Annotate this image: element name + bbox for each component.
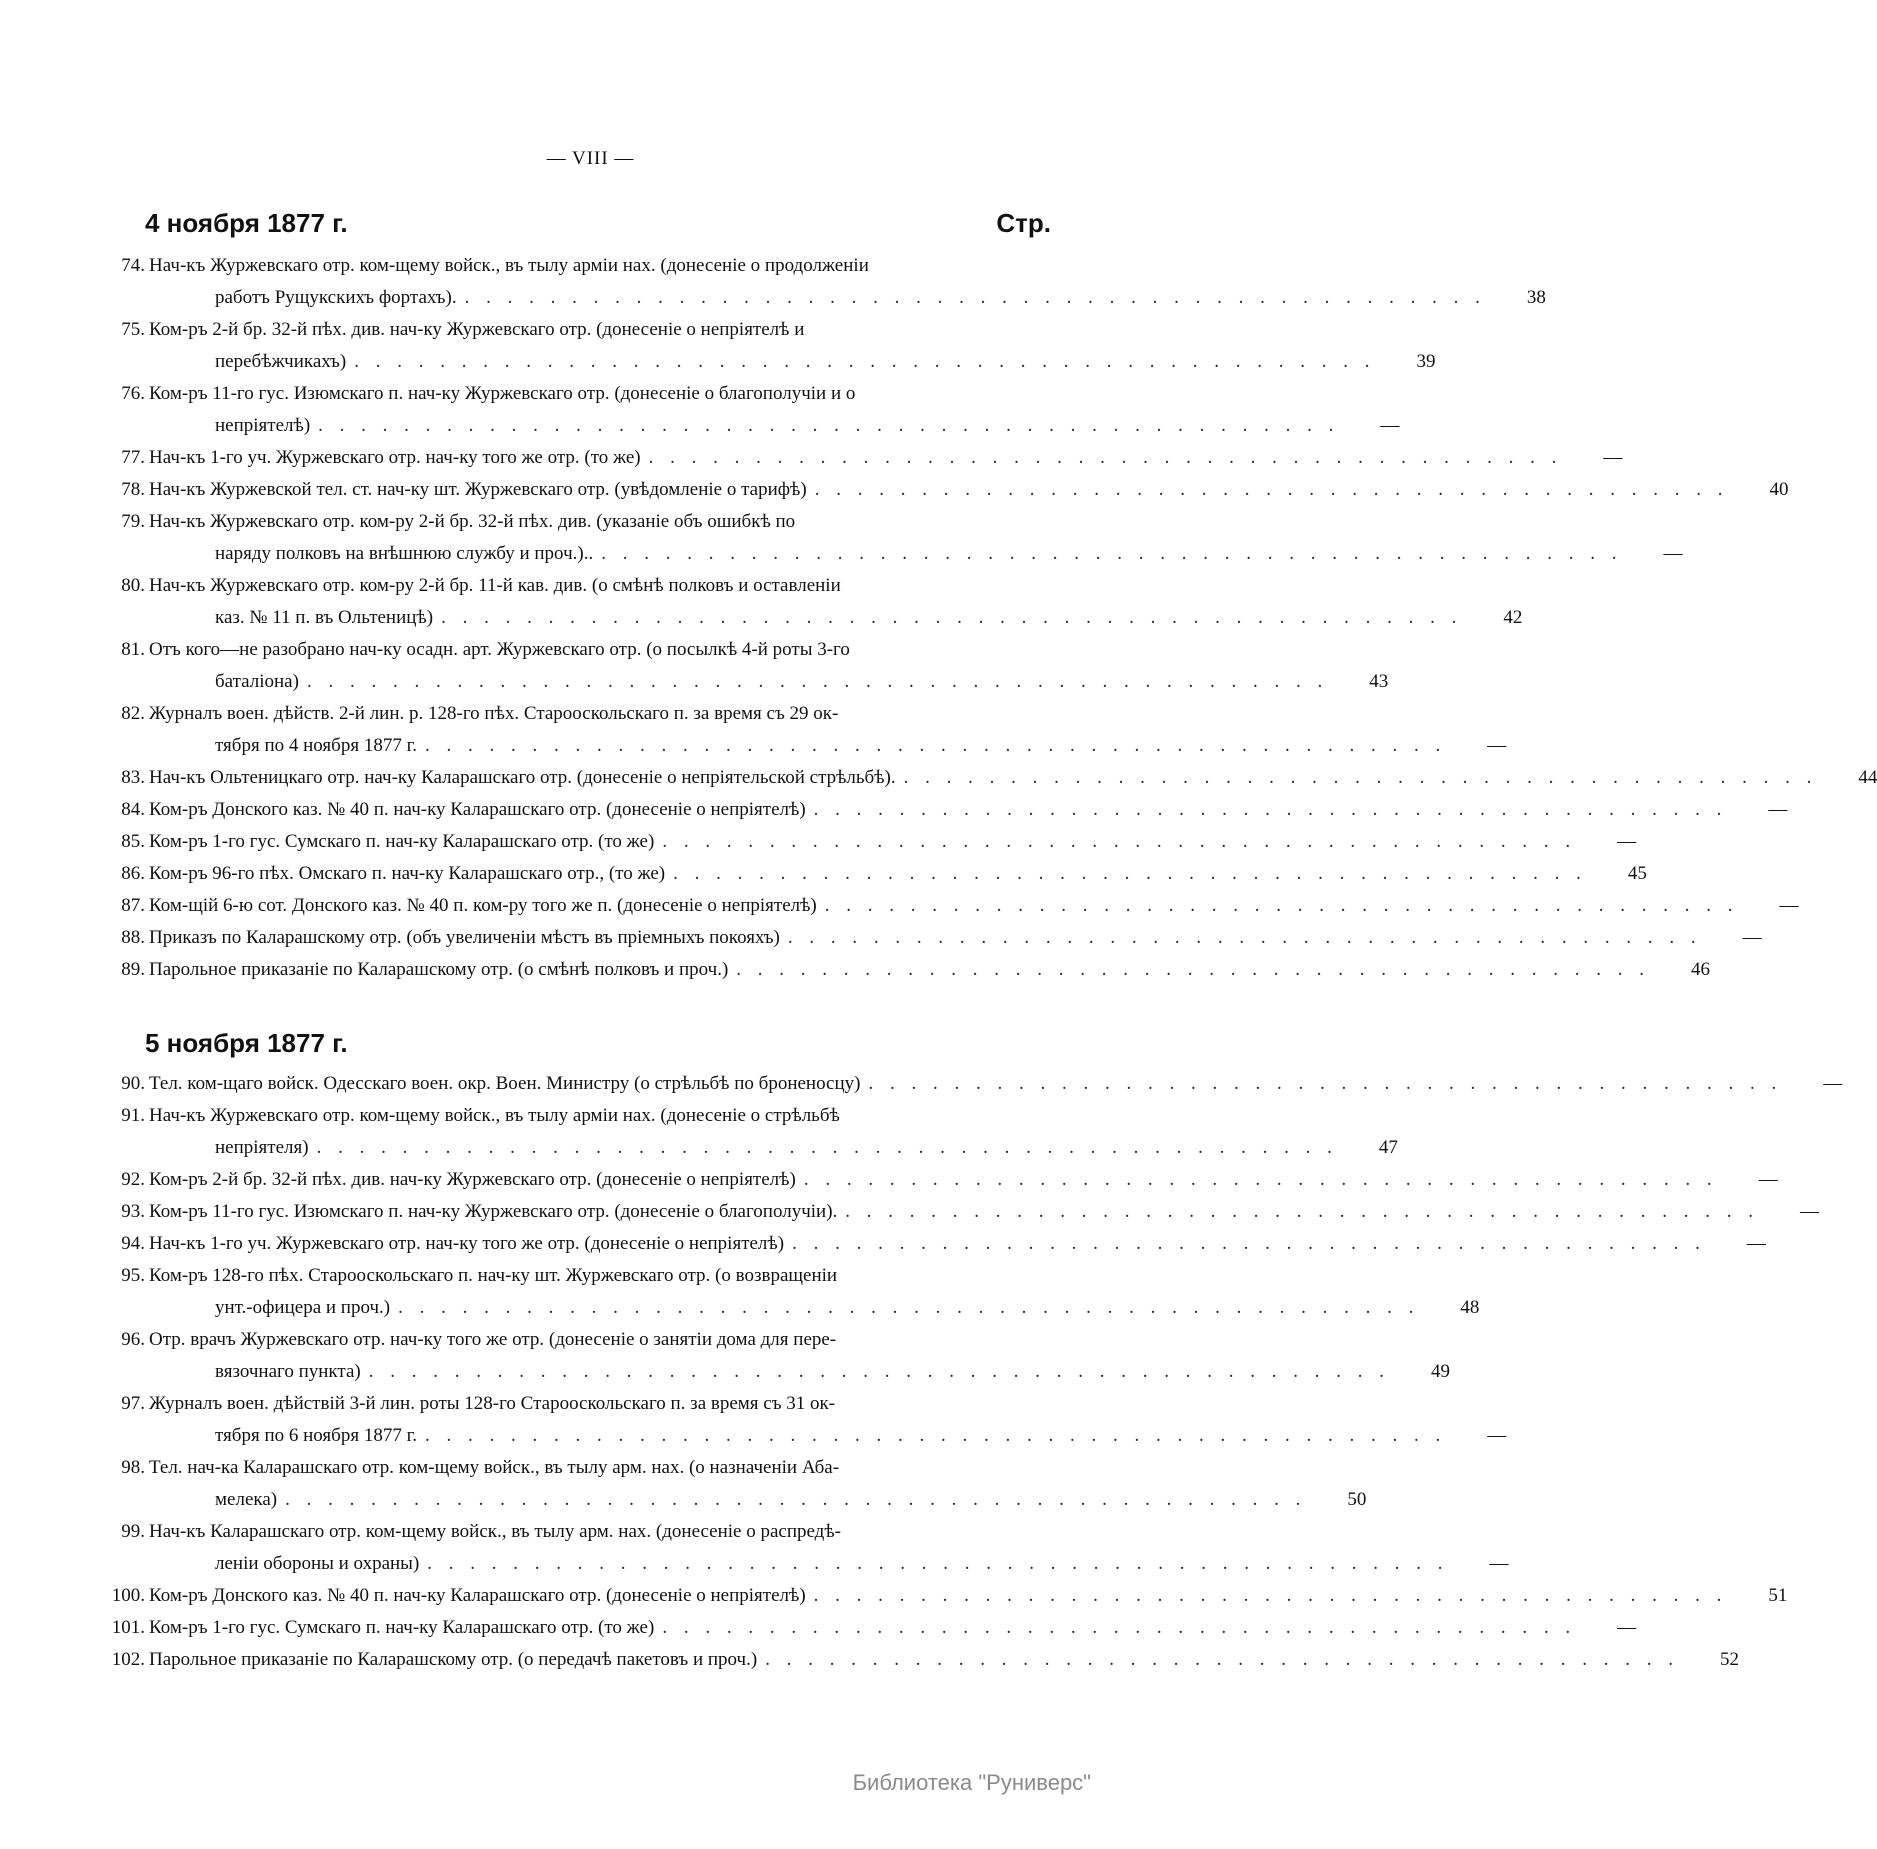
entry-page: — — [1823, 1073, 1843, 1094]
entry-text: Ком-ръ 128-го пѣх. Старооскольскаго п. нач-ку шт. Журжевскаго отр. (о возвращеніи — [149, 1265, 838, 1286]
page-column-label: Стр. — [996, 208, 1051, 238]
entry-first-line — [105, 634, 1083, 666]
entry-number: 100. — [111, 1585, 145, 1606]
toc-entry — [105, 1580, 1788, 1612]
entry-first-line — [105, 1196, 1820, 1228]
entry-page: — — [1617, 1617, 1637, 1638]
entry-text: Парольное приказаніе по Каларашскому отр. (о смѣнѣ полковъ и проч.) — [149, 959, 729, 980]
entry-first-line — [105, 794, 1788, 826]
toc-entry — [105, 1612, 1637, 1644]
entry-page: — — [1603, 447, 1623, 468]
leader-dots: . . . . . . . . . . . . . . . . . . . . . . . . . . . . . . . . . . . . . . . . . . . . . . . . — [601, 543, 1623, 564]
entry-page: 50 — [1347, 1489, 1367, 1510]
leader-dots: . . . . . . . . . . . . . . . . . . . . . . . . . . . . . . . . . . . . . . . . . . . . . . . . — [285, 1489, 1307, 1510]
entry-page: 38 — [1526, 287, 1546, 308]
toc-entry — [105, 1196, 1820, 1228]
entry-text: Нач-къ Журжевскаго отр. ком-ру 2-й бр. 11-й кав. див. (о смѣнѣ полковъ и оставленіи — [149, 575, 841, 596]
entry-continuation — [105, 1132, 1398, 1164]
entry-list — [105, 250, 1877, 986]
entry-number: 87. — [121, 895, 145, 916]
entry-continuation — [105, 282, 1546, 314]
entry-page: — — [1663, 543, 1683, 564]
entry-text: Отр. врачъ Журжевскаго отр. нач-ку того же отр. (донесеніе о занятіи дома для пере- — [149, 1329, 837, 1350]
leader-dots: . . . . . . . . . . . . . . . . . . . . . . . . . . . . . . . . . . . . . . . . . . . . . . . . — [318, 415, 1340, 436]
leader-dots: . . . . . . . . . . . . . . . . . . . . . . . . . . . . . . . . . . . . . . . . . . . — [813, 799, 1728, 820]
entry-number: 96. — [121, 1329, 145, 1350]
toc-entry — [105, 762, 1877, 794]
leader-dots: . . . . . . . . . . . . . . . . . . . . . . . . . . . . . . . . . . . . . . . . . . . — [845, 1201, 1760, 1222]
entry-text-cont: леніи обороны и охраны) — [215, 1553, 420, 1574]
section-title: 4 ноября 1877 г. — [145, 208, 348, 238]
entry-number: 85. — [121, 831, 145, 852]
entry-first-line — [105, 1612, 1637, 1644]
entry-text-cont: наряду полковъ на внѣшнюю службу и проч.).. — [215, 543, 594, 564]
entry-continuation — [105, 1484, 1367, 1516]
entry-first-line — [105, 1164, 1778, 1196]
leader-dots: . . . . . . . . . . . . . . . . . . . . . . . . . . . . . . . . . . . . . . . . . . . — [868, 1073, 1783, 1094]
entry-first-line — [105, 1100, 1083, 1132]
entry-text-cont: мелека) — [215, 1489, 278, 1510]
entry-page: — — [1487, 1425, 1507, 1446]
entry-first-line — [105, 1452, 1083, 1484]
entry-list — [105, 1068, 1843, 1676]
toc-entry — [105, 1388, 1507, 1452]
entry-text: Нач-къ 1-го уч. Журжевскаго отр. нач-ку того же отр. (то же) — [149, 447, 641, 468]
entry-page: 39 — [1416, 351, 1436, 372]
leader-dots: . . . . . . . . . . . . . . . . . . . . . . . . . . . . . . . . . . . . . . . . . . . — [814, 479, 1729, 500]
toc-entry — [105, 474, 1789, 506]
entry-text: Нач-къ Журжевскаго отр. ком-щему войск., въ тылу арміи нах. (донесеніе о продолженіи — [149, 255, 869, 276]
entry-text-cont: перебѣжчикахъ) — [215, 351, 347, 372]
entry-text: Журналъ воен. дѣйств. 2-й лин. р. 128-го пѣх. Старооскольскаго п. за время съ 29 ок- — [149, 703, 839, 724]
leader-dots: . . . . . . . . . . . . . . . . . . . . . . . . . . . . . . . . . . . . . . . . . . . — [792, 1233, 1706, 1254]
entry-text-cont: тября по 4 ноября 1877 г. — [215, 735, 417, 756]
leader-dots: . . . . . . . . . . . . . . . . . . . . . . . . . . . . . . . . . . . . . . . . . . . . . . . . — [464, 287, 1486, 308]
entry-number: 88. — [121, 927, 145, 948]
entry-page: — — [1800, 1201, 1820, 1222]
leader-dots: . . . . . . . . . . . . . . . . . . . . . . . . . . . . . . . . . . . . . . . . . . . — [662, 831, 1577, 852]
toc-entry — [105, 442, 1623, 474]
entry-number: 82. — [121, 703, 145, 724]
leader-dots: . . . . . . . . . . . . . . . . . . . . . . . . . . . . . . . . . . . . . . . . . . . — [803, 1169, 1718, 1190]
entry-continuation — [105, 602, 1523, 634]
entry-first-line — [105, 1516, 1083, 1548]
toc-entry — [105, 826, 1637, 858]
entry-first-line — [105, 250, 1083, 282]
leader-dots: . . . . . . . . . . . . . . . . . . . . . . . . . . . . . . . . . . . . . . . . . . . . . . . . — [424, 1425, 1447, 1446]
entry-page: 49 — [1430, 1361, 1450, 1382]
entry-number: 98. — [121, 1457, 145, 1478]
entry-number: 75. — [121, 319, 145, 340]
entry-text: Ком-ръ Донского каз. № 40 п. нач-ку Каларашскаго отр. (донесеніе о непріятелѣ) — [149, 799, 806, 820]
entry-text-cont: каз. № 11 п. въ Ольтеницѣ) — [215, 607, 434, 628]
leader-dots: . . . . . . . . . . . . . . . . . . . . . . . . . . . . . . . . . . . . . . . . . . . . . . . . — [316, 1137, 1338, 1158]
entry-first-line — [105, 570, 1083, 602]
entry-first-line — [105, 826, 1637, 858]
entry-continuation — [105, 1420, 1507, 1452]
leader-dots: . . . . . . . . . . . . . . . . . . . . . . . . . . . . . . . . . . . . . . . . . . . — [787, 927, 1702, 948]
entry-page: — — [1487, 735, 1507, 756]
entry-first-line — [105, 506, 1083, 538]
entry-number: 79. — [121, 511, 145, 532]
entry-number: 102. — [111, 1649, 145, 1670]
entry-text: Ком-ръ 2-й бр. 32-й пѣх. див. нач-ку Журжевскаго отр. (донесеніе о непріятелѣ) — [149, 1169, 796, 1190]
toc-entry — [105, 922, 1762, 954]
toc-entry — [105, 1260, 1480, 1324]
entry-first-line — [105, 1260, 1083, 1292]
leader-dots: . . . . . . . . . . . . . . . . . . . . . . . . . . . . . . . . . . . . . . . . . . . — [903, 767, 1818, 788]
entry-first-line — [105, 1644, 1739, 1676]
page-number-header: — VIII — — [546, 148, 635, 169]
entry-text: Ком-ръ 1-го гус. Сумскаго п. нач-ку Каларашскаго отр. (то же) — [149, 1617, 655, 1638]
entry-text: Отъ кого—не разобрано нач-ку осадн. арт. Журжевскаго отр. (о посылкѣ 4-й роты 3-го — [149, 639, 850, 660]
entry-number: 77. — [121, 447, 145, 468]
entry-page: 48 — [1460, 1297, 1480, 1318]
entry-continuation — [105, 730, 1507, 762]
entry-text: Ком-щій 6-ю сот. Донского каз. № 40 п. ком-ру того же п. (донесеніе о непріятелѣ) — [149, 895, 817, 916]
entry-text: Ком-ръ 11-го гус. Изюмскаго п. нач-ку Журжевскаго отр. (донесеніе о благополучіи). — [149, 1201, 838, 1222]
toc-entry — [105, 1516, 1509, 1580]
toc-entry — [105, 378, 1400, 442]
leader-dots: . . . . . . . . . . . . . . . . . . . . . . . . . . . . . . . . . . . . . . . . . . . . . . . . — [368, 1361, 1390, 1382]
toc-entry — [105, 1164, 1778, 1196]
entry-number: 93. — [121, 1201, 145, 1222]
toc-entry — [105, 954, 1711, 986]
entry-page: 40 — [1769, 479, 1789, 500]
entry-text: Приказъ по Каларашскому отр. (объ увеличеніи мѣстъ въ пріемныхъ покояхъ) — [149, 927, 780, 948]
toc-entry — [105, 1644, 1739, 1676]
toc-entry — [105, 1068, 1843, 1100]
entry-number: 95. — [121, 1265, 145, 1286]
leader-dots: . . . . . . . . . . . . . . . . . . . . . . . . . . . . . . . . . . . . . . . . . . . — [765, 1649, 1679, 1670]
entry-text: Нач-къ Ольтеницкаго отр. нач-ку Каларашскаго отр. (донесеніе о непріятельской стрѣльбѣ). — [149, 767, 896, 788]
leader-dots: . . . . . . . . . . . . . . . . . . . . . . . . . . . . . . . . . . . . . . . . . . . — [648, 447, 1563, 468]
entry-text: Нач-къ Журжевскаго отр. ком-щему войск., въ тылу арміи нах. (донесеніе о стрѣльбѣ — [149, 1105, 840, 1126]
entry-text-cont: непріятелѣ) — [215, 415, 311, 436]
entry-continuation — [105, 346, 1436, 378]
entry-first-line — [105, 954, 1711, 986]
toc-entry — [105, 858, 1647, 890]
entry-text-cont: работъ Рущукскихъ фортахъ). — [215, 287, 457, 308]
entry-first-line — [105, 474, 1789, 506]
entry-text-cont: тября по 6 ноября 1877 г. — [215, 1425, 417, 1446]
entry-number: 91. — [121, 1105, 145, 1126]
entry-text: Нач-къ Каларашскаго отр. ком-щему войск., въ тылу арм. нах. (донесеніе о распредѣ- — [149, 1521, 841, 1542]
library-watermark: Библиотека "Руниверс" — [852, 1770, 1091, 1795]
entry-first-line — [105, 1388, 1083, 1420]
entry-page: — — [1617, 831, 1637, 852]
toc-entry — [105, 794, 1788, 826]
entry-number: 74. — [121, 255, 145, 276]
entry-text: Ком-ръ Донского каз. № 40 п. нач-ку Каларашскаго отр. (донесеніе о непріятелѣ) — [149, 1585, 806, 1606]
entry-number: 99. — [121, 1521, 145, 1542]
toc-entry — [105, 698, 1507, 762]
toc-entry — [105, 314, 1436, 378]
entry-text-cont: баталіона) — [215, 671, 299, 692]
leader-dots: . . . . . . . . . . . . . . . . . . . . . . . . . . . . . . . . . . . . . . . . . . . — [662, 1617, 1577, 1638]
entry-number: 89. — [121, 959, 145, 980]
entry-continuation — [105, 410, 1400, 442]
leader-dots: . . . . . . . . . . . . . . . . . . . . . . . . . . . . . . . . . . . . . . . . . . . — [813, 1585, 1728, 1606]
toc-entry — [105, 1452, 1367, 1516]
entry-page: 44 — [1858, 767, 1877, 788]
leader-dots: . . . . . . . . . . . . . . . . . . . . . . . . . . . . . . . . . . . . . . . . . . . . . . . . — [441, 607, 1463, 628]
toc-entry — [105, 634, 1389, 698]
entry-number: 80. — [121, 575, 145, 596]
entry-page: 46 — [1691, 959, 1711, 980]
entry-text: Нач-къ Журжевской тел. ст. нач-ку шт. Журжевскаго отр. (увѣдомленіе о тарифѣ) — [149, 479, 807, 500]
entry-continuation — [105, 1292, 1480, 1324]
entry-page: 51 — [1768, 1585, 1788, 1606]
entry-first-line — [105, 698, 1083, 730]
entry-number: 92. — [121, 1169, 145, 1190]
entry-page: — — [1380, 415, 1400, 436]
entry-first-line — [105, 922, 1762, 954]
entry-text: Ком-ръ 1-го гус. Сумскаго п. нач-ку Каларашскаго отр. (то же) — [149, 831, 655, 852]
entry-first-line — [105, 314, 1083, 346]
entry-text: Тел. нач-ка Каларашскаго отр. ком-щему войск., въ тылу арм. нах. (о назначеніи Аба- — [149, 1457, 840, 1478]
entry-page: 45 — [1627, 863, 1647, 884]
entry-first-line — [105, 1324, 1083, 1356]
entry-page: 42 — [1503, 607, 1523, 628]
entry-page: — — [1746, 1233, 1766, 1254]
entry-first-line — [105, 890, 1799, 922]
entry-first-line — [105, 378, 1083, 410]
entry-page: 43 — [1369, 671, 1389, 692]
entry-number: 97. — [121, 1393, 145, 1414]
entry-page: — — [1489, 1553, 1509, 1574]
entry-number: 78. — [121, 479, 145, 500]
leader-dots: . . . . . . . . . . . . . . . . . . . . . . . . . . . . . . . . . . . . . . . . . . . . . . . . — [424, 735, 1447, 756]
toc-entry — [105, 250, 1546, 314]
entry-number: 84. — [121, 799, 145, 820]
toc-entry — [105, 1228, 1766, 1260]
section-title: 5 ноября 1877 г. — [145, 1028, 348, 1058]
entry-page: 47 — [1378, 1137, 1398, 1158]
entry-number: 81. — [121, 639, 145, 660]
entry-number: 94. — [121, 1233, 145, 1254]
entry-continuation — [105, 538, 1683, 570]
leader-dots: . . . . . . . . . . . . . . . . . . . . . . . . . . . . . . . . . . . . . . . . . . . . . . . . — [354, 351, 1376, 372]
entry-text-cont: вязочнаго пункта) — [215, 1361, 361, 1382]
entry-text: Парольное приказаніе по Каларашскому отр. (о передачѣ пакетовъ и проч.) — [149, 1649, 758, 1670]
entry-text: Тел. ком-щаго войск. Одесскаго воен. окр. Воен. Министру (о стрѣльбѣ по броненосцу) — [149, 1073, 861, 1094]
entry-page: — — [1779, 895, 1799, 916]
leader-dots: . . . . . . . . . . . . . . . . . . . . . . . . . . . . . . . . . . . . . . . . . . . — [736, 959, 1651, 980]
leader-dots: . . . . . . . . . . . . . . . . . . . . . . . . . . . . . . . . . . . . . . . . . . . — [673, 863, 1587, 884]
entry-text: Ком-ръ 11-го гус. Изюмскаго п. нач-ку Журжевскаго отр. (донесеніе о благополучіи и о — [149, 383, 856, 404]
entry-number: 101. — [111, 1617, 145, 1638]
entry-number: 76. — [121, 383, 145, 404]
entry-first-line — [105, 1228, 1766, 1260]
toc-entry — [105, 1324, 1450, 1388]
entry-continuation — [105, 1548, 1509, 1580]
entry-first-line — [105, 442, 1623, 474]
entry-text: Нач-къ 1-го уч. Журжевскаго отр. нач-ку того же отр. (донесеніе о непріятелѣ) — [149, 1233, 785, 1254]
leader-dots: . . . . . . . . . . . . . . . . . . . . . . . . . . . . . . . . . . . . . . . . . . . . . . . . — [306, 671, 1329, 692]
entry-number: 83. — [121, 767, 145, 788]
entry-number: 90. — [121, 1073, 145, 1094]
entry-first-line — [105, 1068, 1843, 1100]
entry-text: Нач-къ Журжевскаго отр. ком-ру 2-й бр. 32-й пѣх. див. (указаніе объ ошибкѣ по — [149, 511, 796, 532]
entry-continuation — [105, 666, 1389, 698]
entry-first-line — [105, 1580, 1788, 1612]
leader-dots: . . . . . . . . . . . . . . . . . . . . . . . . . . . . . . . . . . . . . . . . . . . . . . . . — [398, 1297, 1420, 1318]
entry-number: 86. — [121, 863, 145, 884]
entry-page: — — [1768, 799, 1788, 820]
entry-page: — — [1758, 1169, 1778, 1190]
entry-text-cont: унт.-офицера и проч.) — [215, 1297, 391, 1318]
leader-dots: . . . . . . . . . . . . . . . . . . . . . . . . . . . . . . . . . . . . . . . . . . . . . . . . — [427, 1553, 1449, 1574]
entry-text: Ком-ръ 96-го пѣх. Омскаго п. нач-ку Каларашскаго отр., (то же) — [149, 863, 666, 884]
entry-text: Ком-ръ 2-й бр. 32-й пѣх. див. нач-ку Журжевскаго отр. (донесеніе о непріятелѣ и — [149, 319, 805, 340]
toc-entry — [105, 890, 1799, 922]
toc-entry — [105, 1100, 1398, 1164]
toc-entry — [105, 570, 1523, 634]
entry-text: Журналъ воен. дѣйствій 3-й лин. роты 128-го Старооскольскаго п. за время съ 31 ок- — [149, 1393, 836, 1414]
toc-entry — [105, 506, 1683, 570]
entry-first-line — [105, 762, 1877, 794]
leader-dots: . . . . . . . . . . . . . . . . . . . . . . . . . . . . . . . . . . . . . . . . . . . — [824, 895, 1739, 916]
entry-text-cont: непріятеля) — [215, 1137, 309, 1158]
entry-continuation — [105, 1356, 1450, 1388]
entry-first-line — [105, 858, 1647, 890]
entry-page: 52 — [1719, 1649, 1739, 1670]
entry-page: — — [1742, 927, 1762, 948]
